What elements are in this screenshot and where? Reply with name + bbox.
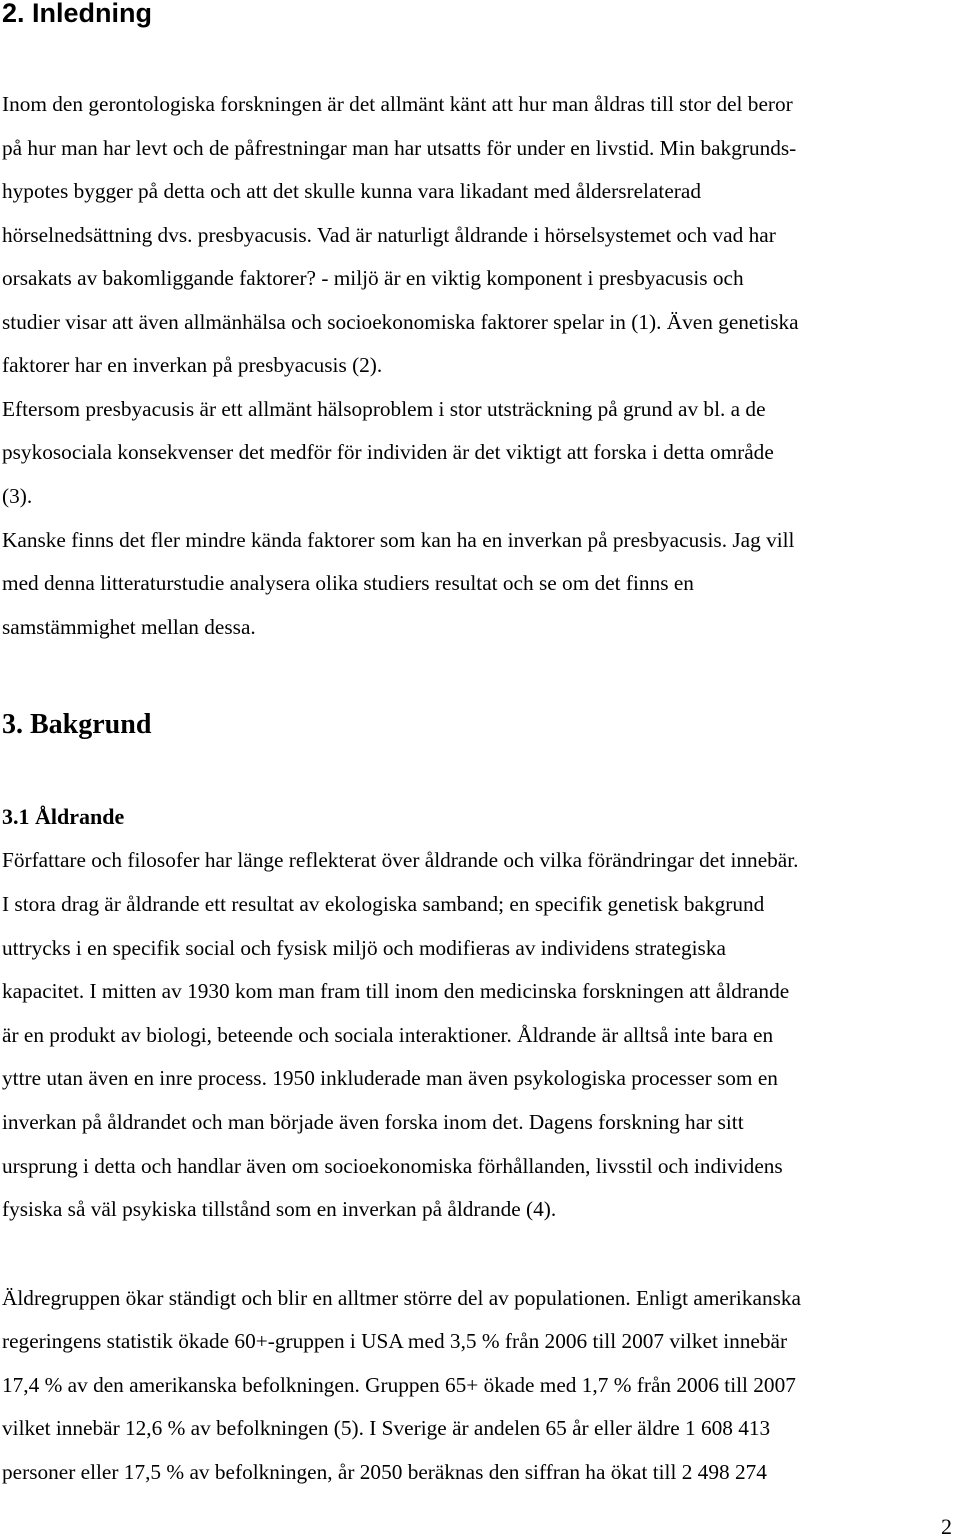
text-line: vilket innebär 12,6 % av befolkningen (5). I Sverige är andelen 65 år eller äldre 1 608 413 — [2, 1416, 771, 1440]
section-heading-bakgrund: 3. Bakgrund — [2, 709, 152, 740]
text-line: personer eller 17,5 % av befolkningen, år 2050 beräknas den siffran ha ökat till 2 498 274 — [2, 1460, 767, 1484]
text-line: hörselnedsättning dvs. presbyacusis. Vad är naturligt åldrande i hörselsystemet och vad har — [2, 223, 776, 247]
text-line: är en produkt av biologi, beteende och sociala interaktioner. Åldrande är alltså inte bara en — [2, 1023, 774, 1047]
text-line: fysiska så väl psykiska tillstånd som en inverkan på åldrande (4). — [2, 1197, 557, 1221]
text-line: I stora drag är åldrande ett resultat av ekologiska samband; en specifik genetisk bakgrund — [2, 892, 765, 916]
text-line: (3). — [2, 484, 33, 508]
text-line: Eftersom presbyacusis är ett allmänt hälsoproblem i stor utsträckning på grund av bl. a de — [2, 397, 766, 421]
text-line: hypotes bygger på detta och att det skulle kunna vara likadant med åldersrelaterad — [2, 179, 701, 203]
text-line: orsakats av bakomliggande faktorer? - miljö är en viktig komponent i presbyacusis och — [2, 266, 744, 290]
text-line: på hur man har levt och de påfrestningar man har utsatts för under en livstid. Min bakgrunds- — [2, 136, 797, 160]
text-line: med denna litteraturstudie analysera olika studiers resultat och se om det finns en — [2, 571, 694, 595]
text-line: Äldregruppen ökar ständigt och blir en alltmer större del av populationen. Enligt amerikanska — [2, 1286, 801, 1310]
text-line: samstämmighet mellan dessa. — [2, 615, 256, 639]
section-heading-inledning: 2. Inledning — [2, 0, 153, 28]
page-number: 2 — [941, 1514, 952, 1539]
text-line: yttre utan även en inre process. 1950 inkluderade man även psykologiska processer som en — [2, 1066, 778, 1090]
text-line: 17,4 % av den amerikanska befolkningen. Gruppen 65+ ökade med 1,7 % från 2006 till 2007 — [2, 1373, 796, 1397]
text-line: regeringens statistik ökade 60+-gruppen i USA med 3,5 % från 2006 till 2007 vilket innebär — [2, 1329, 788, 1353]
text-line: Kanske finns det fler mindre kända faktorer som kan ha en inverkan på presbyacusis. Jag vill — [2, 528, 795, 552]
text-line: uttrycks i en specifik social och fysisk miljö och modifieras av individens strategiska — [2, 936, 726, 960]
text-line: inverkan på åldrandet och man började även forska inom det. Dagens forskning har sitt — [2, 1110, 744, 1134]
text-line: Författare och filosofer har länge reflekterat över åldrande och vilka förändringar det innebär. — [2, 848, 799, 872]
subsection-heading-aldrande: 3.1 Åldrande — [2, 804, 125, 829]
text-line: studier visar att även allmänhälsa och socioekonomiska faktorer spelar in (1). Även genetiska — [2, 310, 799, 334]
text-line: faktorer har en inverkan på presbyacusis (2). — [2, 353, 383, 377]
text-line: Inom den gerontologiska forskningen är det allmänt känt att hur man åldras till stor del beror — [2, 92, 793, 116]
text-line: ursprung i detta och handlar även om socioekonomiska förhållanden, livsstil och individens — [2, 1154, 783, 1178]
text-line: kapacitet. I mitten av 1930 kom man fram till inom den medicinska forskningen att åldrande — [2, 979, 790, 1003]
text-line: psykosociala konsekvenser det medför för individen är det viktigt att forska i detta område — [2, 440, 774, 464]
